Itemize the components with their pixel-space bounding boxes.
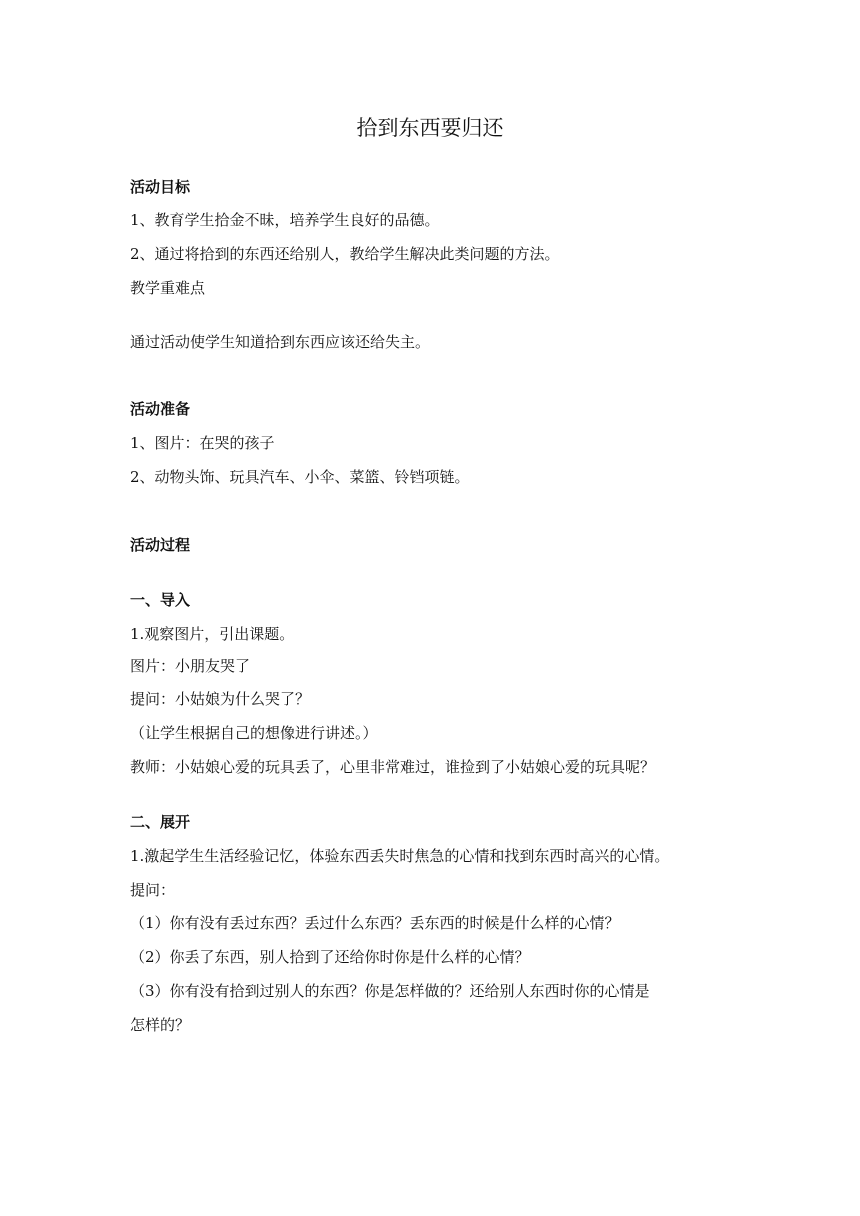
process-heading: 活动过程	[130, 536, 191, 554]
section1-line-1: 1.观察图片，引出课题。	[130, 625, 295, 643]
section1-line-4: （让学生根据自己的想像进行讲述。）	[130, 724, 378, 742]
preparation-item-1: 1、图片：在哭的孩子	[130, 434, 275, 452]
goal-item-2: 2、通过将拾到的东西还给别人，教给学生解决此类问题的方法。	[130, 245, 560, 263]
section1-line-3: 提问：小姑娘为什么哭了？	[130, 690, 311, 708]
section1-line-2: 图片：小朋友哭了	[130, 657, 251, 675]
section2-line-4: （2）你丢了东西，别人拾到了还给你时你是什么样的心情？	[130, 948, 530, 966]
section1-line-5: 教师：小姑娘心爱的玩具丢了，心里非常难过，谁捡到了小姑娘心爱的玩具呢？	[130, 758, 656, 776]
section2-line-3: （1）你有没有丢过东西？丢过什么东西？丢东西的时候是什么样的心情？	[130, 914, 620, 932]
preparation-heading: 活动准备	[130, 400, 191, 418]
section2-line-2: 提问：	[130, 881, 176, 899]
section2-line-1: 1.激起学生生活经验记忆，体验东西丢失时焦急的心情和找到东西时高兴的心情。	[130, 847, 670, 865]
key-points-text: 通过活动使学生知道拾到东西应该还给失主。	[130, 333, 431, 351]
section2-line-5: （3）你有没有拾到过别人的东西？你是怎样做的？还给别人东西时你的心情是	[130, 982, 650, 1000]
document-title: 拾到东西要归还	[356, 116, 504, 140]
section1-heading: 一、导入	[130, 591, 191, 609]
key-points-heading: 教学重难点	[130, 279, 206, 297]
section2-heading: 二、展开	[130, 813, 191, 831]
section2-line-6: 怎样的？	[130, 1016, 191, 1034]
preparation-item-2: 2、动物头饰、玩具汽车、小伞、菜篮、铃铛项链。	[130, 468, 470, 486]
goal-item-1: 1、教育学生拾金不昧，培养学生良好的品德。	[130, 211, 440, 229]
goals-heading: 活动目标	[130, 178, 191, 196]
